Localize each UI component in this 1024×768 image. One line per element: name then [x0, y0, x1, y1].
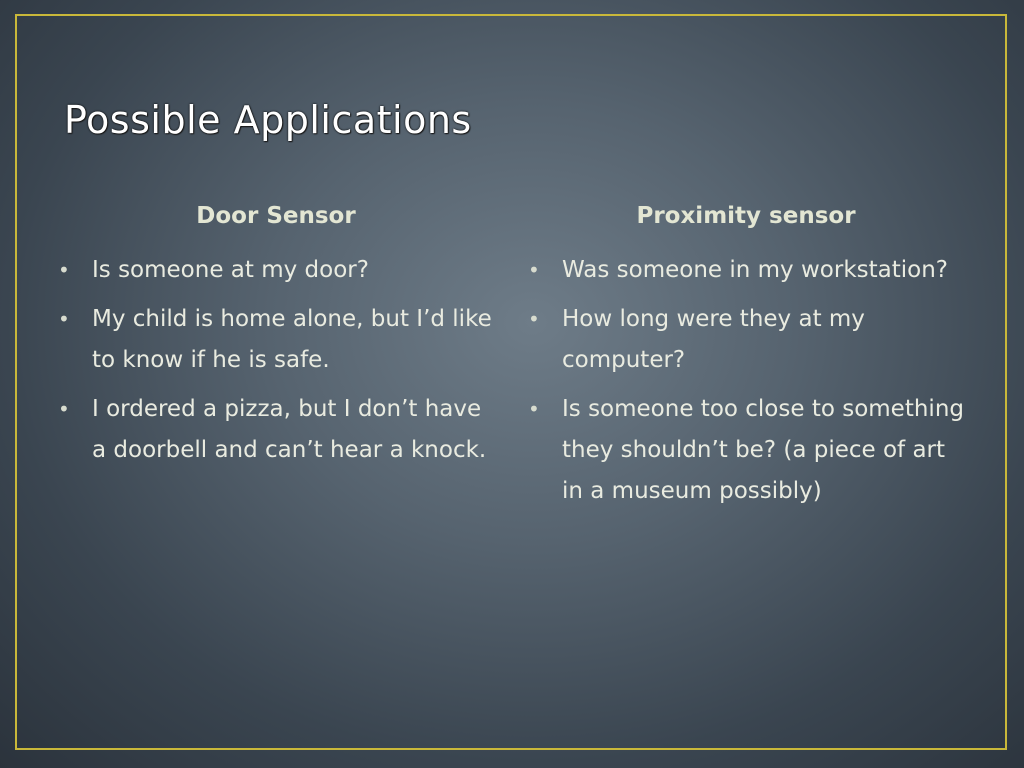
bullet-icon: • [58, 258, 70, 282]
bullet-icon: • [528, 397, 540, 421]
proximity-sensor-list [526, 250, 966, 512]
list-item-text: How long were they at my computer? [562, 306, 865, 373]
bullet-icon: • [58, 307, 70, 331]
door-sensor-column [56, 200, 496, 479]
list-item [526, 389, 966, 512]
bullet-icon: • [528, 258, 540, 282]
list-item [56, 389, 496, 471]
door-sensor-heading: Door Sensor [196, 203, 356, 229]
proximity-sensor-heading: Proximity sensor [636, 203, 856, 229]
proximity-sensor-column [526, 200, 966, 520]
list-item-text: I ordered a pizza, but I don’t have a doorbell and can’t hear a knock. [92, 396, 487, 463]
list-item [56, 250, 496, 291]
door-sensor-list [56, 250, 496, 471]
slide-title: Possible Applications [64, 98, 472, 142]
list-item-text: Was someone in my workstation? [562, 257, 949, 283]
list-item-text: My child is home alone, but I’d like to know if he is safe. [92, 306, 492, 373]
list-item [526, 299, 966, 381]
bullet-icon: • [58, 397, 70, 421]
list-item-text: Is someone too close to something they shouldn’t be? (a piece of art in a museum possibly) [562, 396, 964, 504]
bullet-icon: • [528, 307, 540, 331]
list-item [56, 299, 496, 381]
list-item [526, 250, 966, 291]
list-item-text: Is someone at my door? [92, 257, 369, 283]
